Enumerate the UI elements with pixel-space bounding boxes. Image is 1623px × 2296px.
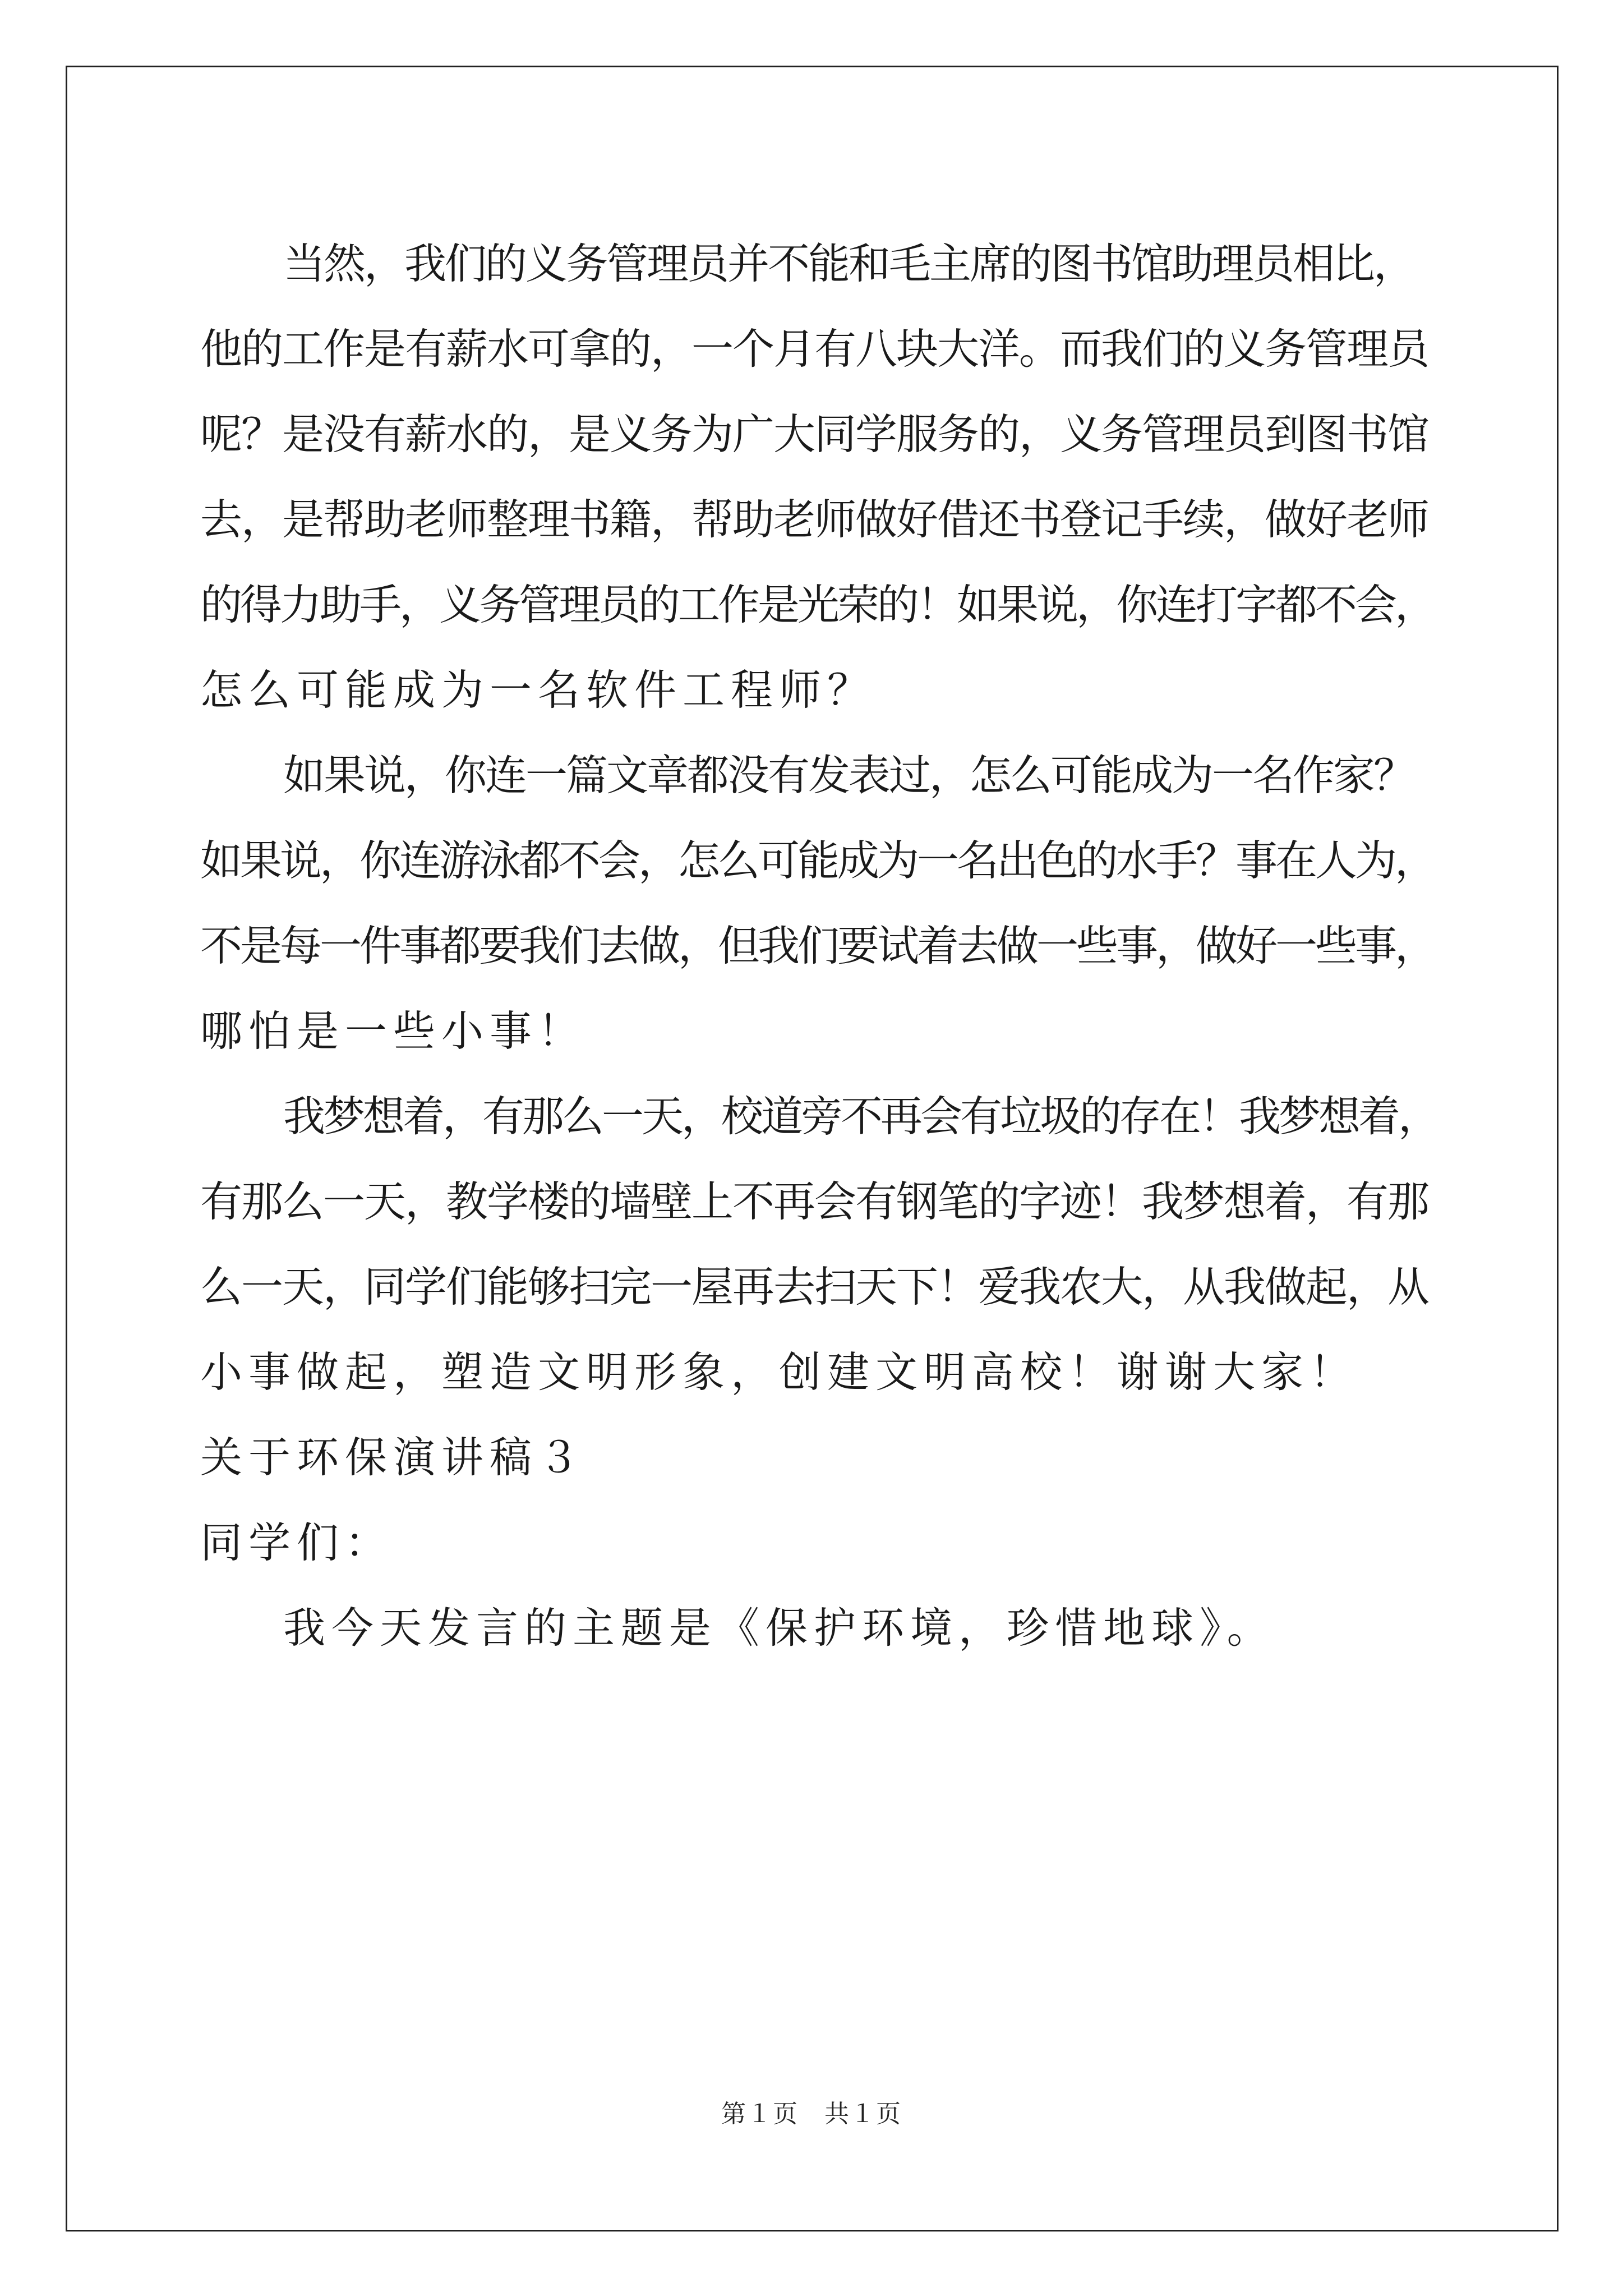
document-body — [200, 218, 1438, 1667]
section-heading: 关于环保演讲稿３ — [200, 1432, 587, 1482]
paragraph-line: 呢？是没有薪水的，是义务为广大同学服务的，义务管理员到图书馆 — [200, 409, 1429, 459]
salutation: 同学们： — [200, 1517, 394, 1567]
page-number: 第１页 共１页 — [721, 2100, 902, 2128]
paragraph-line: 如果说，你连游泳都不会，怎么可能成为一名出色的水手？事在人为， — [200, 835, 1435, 885]
paragraph-line: 小事做起，塑造文明形象，创建文明高校！谢谢大家！ — [200, 1347, 1358, 1397]
paragraph-line: 哪怕是一些小事！ — [200, 1006, 587, 1056]
paragraph-line: 去，是帮助老师整理书籍，帮助老师做好借还书登记手续，做好老师 — [200, 494, 1429, 544]
paragraph-line: 当然，我们的义务管理员并不能和毛主席的图书馆助理员相比， — [283, 238, 1414, 288]
paragraph-line: 有那么一天，教学楼的墙壁上不再会有钢笔的字迹！我梦想着，有那 — [200, 1176, 1429, 1226]
paragraph-line: 如果说，你连一篇文章都没有发表过，怎么可能成为一名作家？ — [283, 750, 1414, 800]
paragraph-line: 我梦想着，有那么一天，校道旁不再会有垃圾的存在！我梦想着， — [283, 1091, 1438, 1141]
paragraph-line: 的得力助手，义务管理员的工作是光荣的！如果说，你连打字都不会， — [200, 579, 1435, 629]
paragraph-line: 不是每一件事都要我们去做，但我们要试着去做一些事，做好一些事， — [200, 921, 1435, 970]
paragraph-line: 我今天发言的主题是《保护环境，珍惜地球》。 — [283, 1603, 1275, 1653]
paragraph-line: 他的工作是有薪水可拿的，一个月有八块大洋。而我们的义务管理员 — [200, 324, 1429, 374]
paragraph-line: 么一天，同学们能够扫完一屋再去扫天下！爱我农大，从我做起，从 — [200, 1262, 1429, 1312]
paragraph-line: 怎么可能成为一名软件工程师？ — [200, 665, 876, 715]
